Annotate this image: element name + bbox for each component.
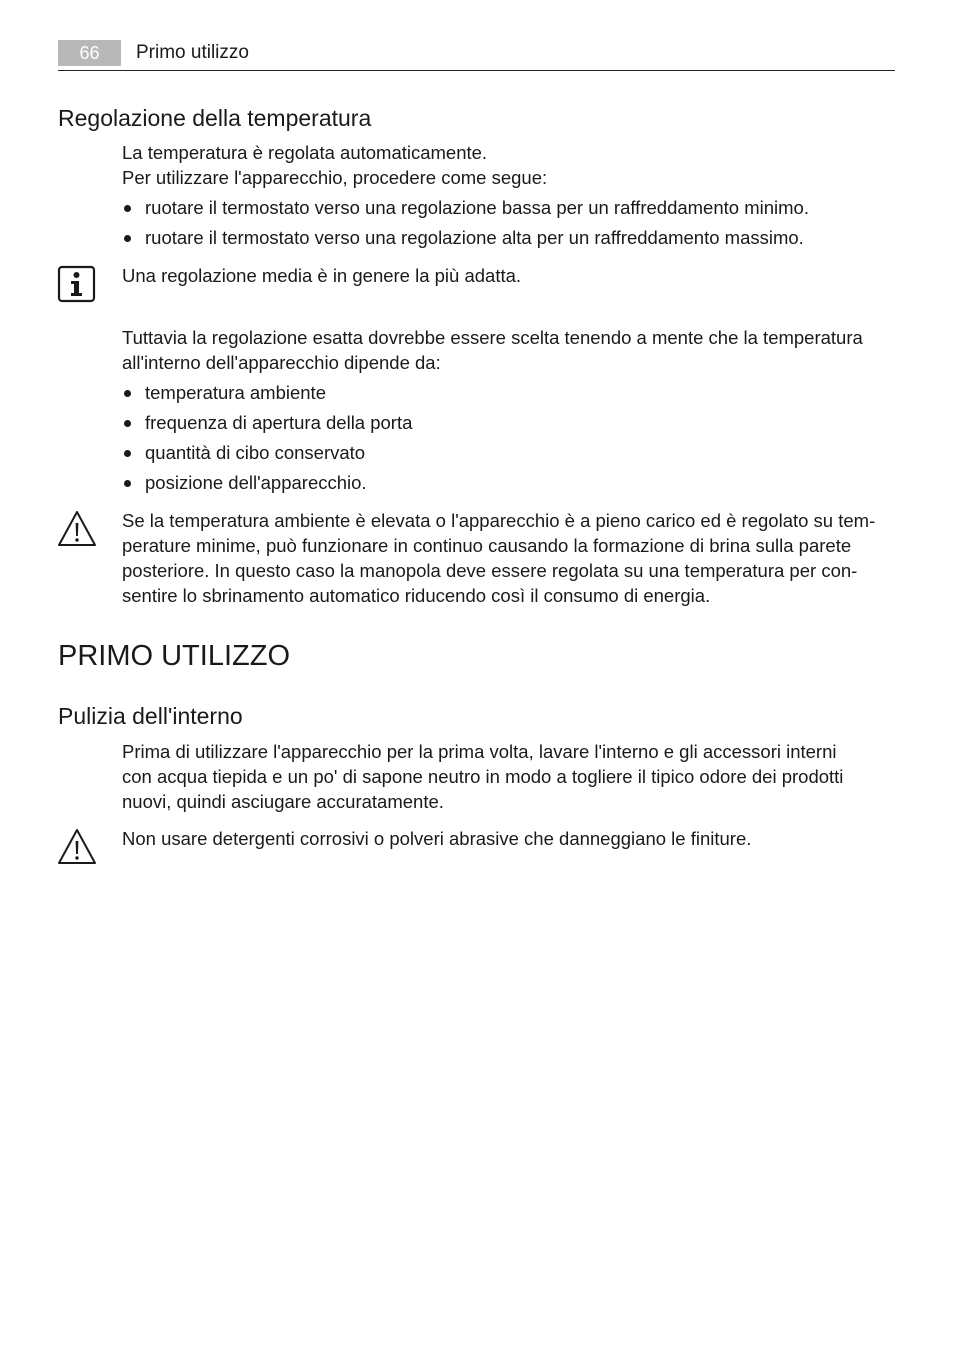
- chapter-title: PRIMO UTILIZZO: [58, 640, 290, 672]
- header-rule: [58, 70, 895, 71]
- list-item: quantità di cibo conservato: [122, 438, 897, 468]
- cleaning-line: con acqua tiepida e un po' di sapone neutro in modo a togliere il tipico odore dei prodotti: [122, 766, 844, 787]
- factors-intro-line: Tuttavia la regolazione esatta dovrebbe essere scelta tenendo a mente che la temperatura: [122, 327, 863, 348]
- factors-intro-line: all'interno dell'apparecchio dipende da:: [122, 352, 441, 373]
- warning-ambient-temperature: [122, 508, 897, 608]
- info-icon: [57, 264, 97, 304]
- factors-bullet-list: [122, 378, 897, 498]
- temperature-intro-line: Per utilizzare l'apparecchio, procedere come segue:: [122, 167, 548, 188]
- warning-detergents: Non usare detergenti corrosivi o polveri abrasive che danneggiano le finiture.: [122, 828, 752, 849]
- running-title: Primo utilizzo: [136, 42, 249, 63]
- warning-line: posteriore. In questo caso la manopola deve essere regolata su una temperatura per con-: [122, 560, 858, 581]
- list-item: ruotare il termostato verso una regolazione bassa per un raffreddamento minimo.: [122, 193, 897, 223]
- section-heading-cleaning: Pulizia dell'interno: [58, 703, 243, 729]
- warning-triangle-icon: [57, 827, 97, 867]
- list-item: posizione dell'apparecchio.: [122, 468, 897, 498]
- cleaning-line: nuovi, quindi asciugare accuratamente.: [122, 791, 444, 812]
- list-item: frequenza di apertura della porta: [122, 408, 897, 438]
- temperature-intro-line: La temperatura è regolata automaticamente.: [122, 142, 488, 163]
- list-item: ruotare il termostato verso una regolazione alta per un raffreddamento massimo.: [122, 223, 897, 253]
- warning-line: perature minime, può funzionare in continuo causando la formazione di brina sulla parete: [122, 535, 852, 556]
- cleaning-line: Prima di utilizzare l'apparecchio per la prima volta, lavare l'interno e gli accessori interni: [122, 741, 837, 762]
- warning-triangle-icon: [57, 509, 97, 549]
- cleaning-instructions: [122, 739, 897, 814]
- warning-line: sentire lo sbrinamento automatico riducendo così il consumo di energia.: [122, 585, 711, 606]
- temperature-intro: [122, 140, 897, 190]
- section-heading-temperature: Regolazione della temperatura: [58, 105, 372, 131]
- page-number: 66: [58, 40, 121, 66]
- warning-line: Se la temperatura ambiente è elevata o l'apparecchio è a pieno carico ed è regolato su tem-: [122, 510, 876, 531]
- list-item: temperatura ambiente: [122, 378, 897, 408]
- factors-intro: [122, 325, 897, 375]
- thermostat-bullet-list: [122, 193, 897, 253]
- info-note: Una regolazione media è in genere la più adatta.: [122, 265, 522, 286]
